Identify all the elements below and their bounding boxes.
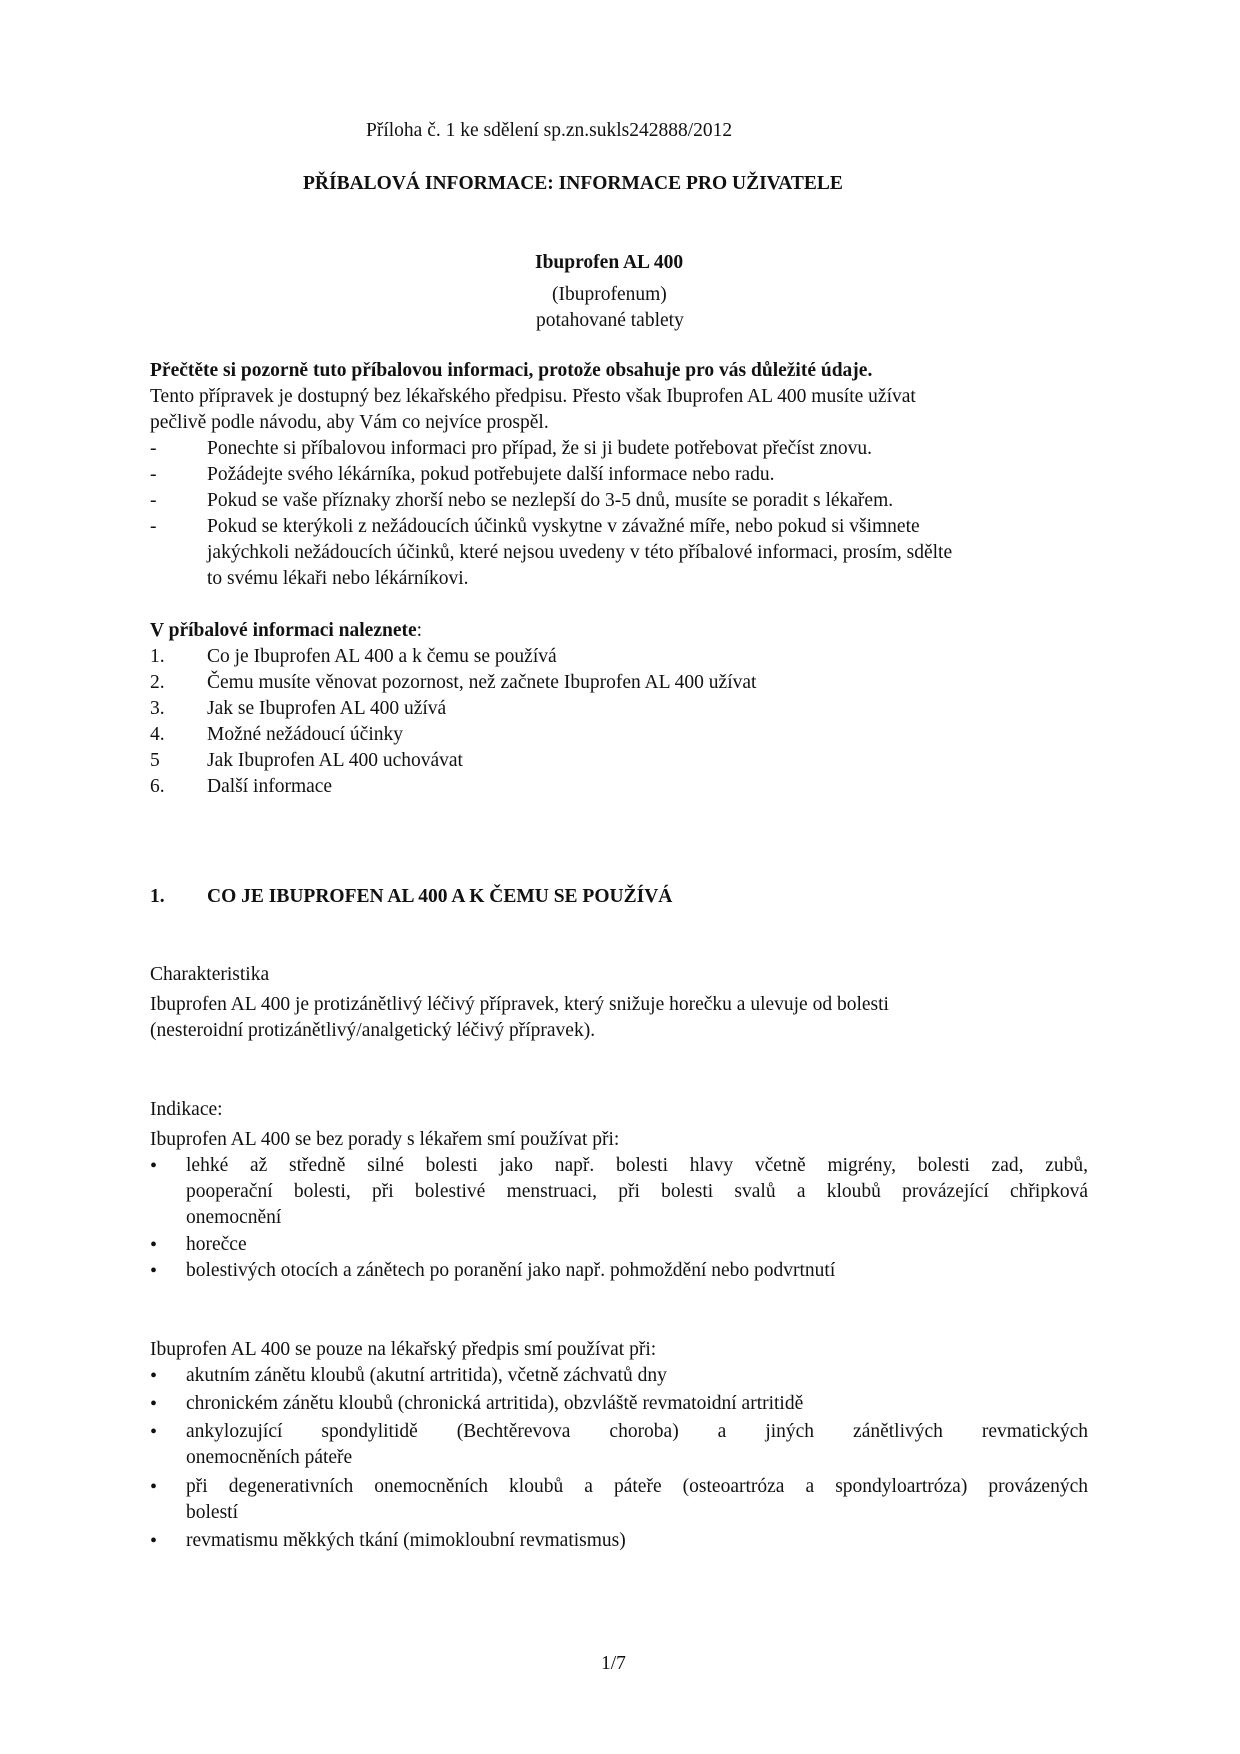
bullet-text-cont: onemocněních páteře [186, 1447, 353, 1468]
indications-label: Indikace: [150, 1099, 223, 1120]
bullet-marker: • [150, 1421, 158, 1443]
bullet-text: akutním zánětu kloubů (akutní artritida), včetně záchvatů dny [186, 1365, 667, 1386]
toc-item-text: Jak Ibuprofen AL 400 uchovávat [207, 750, 463, 771]
dash-marker: - [150, 516, 157, 537]
toc-heading-text: V příbalové informaci naleznete [150, 620, 417, 641]
dash-item-text: Pokud se vaše příznaky zhorší nebo se nezlepší do 3-5 dnů, musíte se poradit s lékařem. [207, 490, 894, 511]
intro-text-line1: Tento přípravek je dostupný bez lékařského předpisu. Přesto však Ibuprofen AL 400 musíte užívat [150, 386, 916, 407]
toc-item-text: Čemu musíte věnovat pozornost, než začnete Ibuprofen AL 400 užívat [207, 672, 757, 693]
bullet-marker: • [150, 1476, 158, 1498]
toc-item-text: Možné nežádoucí účinky [207, 724, 404, 745]
intro-warning: Přečtěte si pozorně tuto příbalovou informaci, protože obsahuje pro vás důležité údaje. [150, 360, 873, 381]
toc-item-number: 6. [150, 776, 165, 797]
toc-item-text: Co je Ibuprofen AL 400 a k čemu se používá [207, 646, 557, 667]
otc-indications-intro: Ibuprofen AL 400 se bez porady s lékařem smí používat při: [150, 1129, 620, 1150]
bullet-text: lehké až středně silné bolesti jako např. bolesti hlavy včetně migrény, bolesti zad, zubů, [186, 1155, 1088, 1176]
bullet-marker: • [150, 1365, 158, 1387]
bullet-text: ankylozující spondylitidě (Bechtěrevova choroba) a jiných zánětlivých revmatických [186, 1421, 1088, 1442]
bullet-text: chronickém zánětu kloubů (chronická artritida), obzvláště revmatoidní artritidě [186, 1393, 804, 1414]
document-title: PŘÍBALOVÁ INFORMACE: INFORMACE PRO UŽIVATELE [303, 173, 843, 194]
dash-item-text: Pokud se kterýkoli z nežádoucích účinků vyskytne v závažné míře, nebo pokud si všimnete [207, 516, 920, 537]
rx-indications-intro: Ibuprofen AL 400 se pouze na lékařský předpis smí používat při: [150, 1339, 657, 1360]
dash-item-text: Požádejte svého lékárníka, pokud potřebujete další informace nebo radu. [207, 464, 775, 485]
intro-text-line2: pečlivě podle návodu, aby Vám co nejvíce prospěl. [150, 412, 549, 433]
toc-item-number: 1. [150, 646, 165, 667]
page-number: 1/7 [601, 1653, 626, 1674]
product-name: Ibuprofen AL 400 [535, 252, 684, 273]
bullet-text: horečce [186, 1234, 247, 1255]
active-substance: (Ibuprofenum) [552, 284, 667, 305]
bullet-text-cont: bolestí [186, 1502, 238, 1523]
dash-item-text: Ponechte si příbalovou informaci pro případ, že si ji budete potřebovat přečíst znovu. [207, 438, 872, 459]
bullet-text: při degenerativních onemocněních kloubů a páteře (osteoartróza a spondyloartróza) provázených [186, 1476, 1088, 1497]
characteristics-line1: Ibuprofen AL 400 je protizánětlivý léčivý přípravek, který snižuje horečku a ulevuje od bolesti [150, 994, 889, 1015]
bullet-text: bolestivých otocích a zánětech po poranění jako např. pohmoždění nebo podvrtnutí [186, 1260, 836, 1281]
toc-item-number: 3. [150, 698, 165, 719]
section-number: 1. [150, 886, 165, 907]
bullet-text: revmatismu měkkých tkání (mimokloubní revmatismus) [186, 1530, 626, 1551]
bullet-text-cont: onemocnění [186, 1207, 282, 1228]
bullet-marker: • [150, 1393, 158, 1415]
attachment-reference: Příloha č. 1 ke sdělení sp.zn.sukls242888/2012 [366, 120, 733, 141]
dash-marker: - [150, 490, 157, 511]
bullet-text-cont: pooperační bolesti, při bolestivé menstruaci, při bolesti svalů a kloubů provázející chřipková [186, 1181, 1088, 1202]
dash-item-text-cont: jakýchkoli nežádoucích účinků, které nejsou uvedeny v této příbalové informaci, prosím, sdělte [207, 542, 953, 563]
bullet-marker: • [150, 1234, 158, 1256]
toc-item-number: 5 [150, 750, 160, 771]
dash-marker: - [150, 464, 157, 485]
bullet-marker: • [150, 1155, 158, 1177]
toc-heading-colon: : [416, 620, 423, 641]
dash-item-text-cont: to svému lékaři nebo lékárníkovi. [207, 568, 469, 589]
bullet-marker: • [150, 1260, 158, 1282]
characteristics-line2: (nesteroidní protizánětlivý/analgetický léčivý přípravek). [150, 1020, 596, 1041]
bullet-marker: • [150, 1530, 158, 1552]
toc-heading [150, 618, 422, 644]
characteristics-label: Charakteristika [150, 964, 270, 985]
toc-item-text: Další informace [207, 776, 333, 797]
toc-item-number: 4. [150, 724, 165, 745]
dosage-form: potahované tablety [536, 310, 684, 331]
toc-item-text: Jak se Ibuprofen AL 400 užívá [207, 698, 447, 719]
section-title: CO JE IBUPROFEN AL 400 A K ČEMU SE POUŽÍVÁ [207, 886, 673, 907]
dash-marker: - [150, 438, 157, 459]
toc-item-number: 2. [150, 672, 165, 693]
